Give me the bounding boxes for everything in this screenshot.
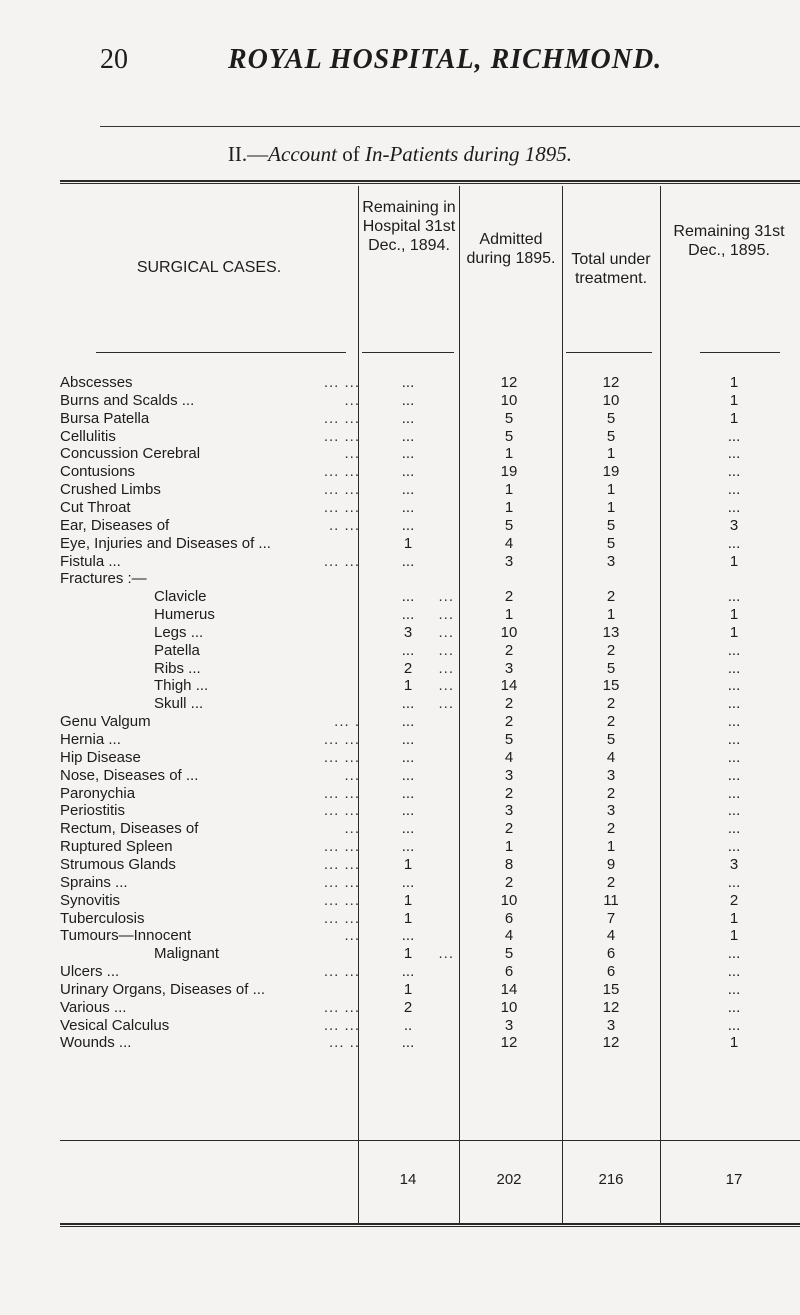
table-cell: ... [727,963,741,981]
leader-dots: ... [438,695,454,713]
table-cell: 1 [606,481,616,499]
table-cell: 3 [606,802,616,820]
table-cell: 1 [504,606,514,624]
row-label [60,856,360,873]
row-label [60,553,360,570]
table-cell: 3 [606,552,616,570]
table-cell: 10 [500,998,518,1016]
table-cell: 3 [504,766,514,784]
table-cell: 1 [504,838,514,856]
table-cell: ... [727,998,741,1016]
table-cell: 8 [504,855,514,873]
table-cell: 3 [504,1016,514,1034]
leader-dots: ... [344,820,360,838]
table-cell: ... [401,731,415,748]
table-cell: ... [401,1034,415,1052]
row-label-text: Cellulitis [60,427,116,445]
table-cell: ... [401,713,415,731]
row-label [60,820,360,837]
leader-dots: ... ... [323,1016,360,1034]
row-label [60,392,360,409]
table-cell: ... [727,445,741,463]
row-label-text: Genu Valgum [60,713,151,731]
table-cell: ... [727,588,741,606]
table-cell: 3 [729,855,739,873]
row-label-text: Malignant [154,945,220,963]
row-label [60,445,360,462]
table-cell: ... [401,748,415,766]
table-bottom-rule-2 [60,1226,800,1227]
row-label [60,963,360,980]
table-cell: ... [727,980,741,998]
table-cell: ... [727,873,741,891]
row-label [60,927,360,944]
leader-dots: ... ... [323,784,360,802]
table-cell: ... [401,588,415,606]
table-caption [0,142,800,167]
row-label-text: Patella [154,641,200,659]
row-label-text: Concussion Cerebral [60,445,201,463]
row-label-text: Humerus [154,606,215,624]
table-cell: 3 [403,623,413,641]
table-cell: 2 [504,713,514,731]
row-label-text: Cut Throat [60,498,131,516]
row-label [60,463,360,480]
table-cell: 1 [729,909,739,927]
table-cell: 5 [504,731,514,748]
table-cell: 5 [504,409,514,427]
leader-dots: ... ... [323,873,360,891]
row-label [60,981,360,998]
leader-dots: ... [438,606,454,624]
table-cell: ... [727,463,741,481]
table-cell: 5 [606,516,616,534]
leader-dots: ... [344,445,360,463]
row-label [60,802,360,819]
table-cell: 1 [403,534,413,552]
row-label [60,767,360,784]
leader-dots: ... [438,945,454,963]
table-cell: 1 [729,374,739,391]
row-label [60,999,360,1016]
leader-dots: ... [438,623,454,641]
table-cell: ... [401,409,415,427]
row-label [60,1017,360,1034]
table-cell: 3 [729,516,739,534]
column-header-remaining-1894: Remaining in Hospital 31st Dec., 1894. [362,199,456,254]
leader-dots: ... ... [323,909,360,927]
leader-dots: ... ... [323,998,360,1016]
table-cell: 6 [606,945,616,963]
row-label-text: Ear, Diseases of [60,516,170,534]
row-label-text: Strumous Glands [60,855,176,873]
table-cell: 19 [500,463,518,481]
table-cell: ... [401,391,415,409]
table-cell: 1 [403,891,413,909]
table-cell: ... [401,641,415,659]
row-label-text: Periostitis [60,802,126,820]
table-cell: 3 [504,552,514,570]
row-label [60,713,360,730]
table-cell: 3 [606,766,616,784]
table-cell: 3 [504,659,514,677]
header-underline-1 [96,352,346,353]
table-cell: 1 [606,445,616,463]
table-cell: ... [401,963,415,981]
row-label-text: Ruptured Spleen [60,838,173,856]
table-cell: ... [727,641,741,659]
table-cell: 5 [504,945,514,963]
table-cell: 4 [504,927,514,945]
row-label [60,517,360,534]
table-cell: ... [727,534,741,552]
table-cell: ... [727,731,741,748]
leader-dots: ... ... [323,374,360,391]
table-cell: 2 [606,873,616,891]
table-cell: 6 [504,909,514,927]
table-cell: 2 [504,695,514,713]
table-cell: 14 [500,677,518,695]
table-cell: 2 [729,891,739,909]
table-cell: ... [727,802,741,820]
column-header-remaining-1895: Remaining 31st Dec., 1895. [673,223,785,259]
row-label-text: Tuberculosis [60,909,145,927]
table-cell: 10 [602,391,620,409]
table-cell: 2 [606,820,616,838]
table-cell: ... [401,873,415,891]
table-cell: 1 [504,481,514,499]
table-cell: 1 [729,927,739,945]
table-cell: 3 [504,802,514,820]
table-cell: 2 [606,713,616,731]
row-label-text: Vesical Calculus [60,1016,170,1034]
row-label-text: Wounds ... [60,1034,132,1052]
row-label-text: Hip Disease [60,748,141,766]
table-cell: ... [401,606,415,624]
table-cell: 1 [729,623,739,641]
row-label [60,910,360,927]
row-label-text: Urinary Organs, Diseases of ... [60,980,266,998]
row-label [60,785,360,802]
column-header-admitted: Admitted during 1895. [466,231,556,267]
row-label [60,1034,360,1051]
table-cell: ... [401,927,415,945]
table-cell: 1 [729,409,739,427]
table-cell: 5 [606,659,616,677]
table-cell: ... [727,659,741,677]
row-label-text: Rectum, Diseases of [60,820,199,838]
totals-rule [60,1140,800,1141]
table-cell: 5 [606,731,616,748]
row-label-text: Eye, Injuries and Diseases of ... [60,534,271,552]
table-cell: 10 [500,623,518,641]
table-cell: 12 [602,998,620,1016]
table-top-rule-2 [60,183,800,184]
row-label-text: Abscesses [60,374,133,391]
row-label [60,874,360,891]
column-divider-4 [660,186,661,1223]
table-cell: 1 [403,677,413,695]
row-label-text: Clavicle [154,588,207,606]
table-cell: 7 [606,909,616,927]
row-label-text: Tumours—Innocent [60,927,192,945]
table-cell: ... [401,445,415,463]
leader-dots: ... [438,641,454,659]
table-cell: ... [727,498,741,516]
row-label [60,410,360,427]
caption-italic2: In-Patients during 1895. [364,142,573,166]
table-cell: ... [401,838,415,856]
table-cell: 12 [500,374,518,391]
table-cell: ... [401,463,415,481]
table-cell: 1 [729,606,739,624]
table-cell: 12 [602,1034,620,1052]
column-header-cases: SURGICAL CASES. [136,259,282,276]
table-cell: 2 [403,998,413,1016]
leader-dots: ... ... [323,731,360,748]
column-header-total: Total under treatment. [571,251,651,287]
table-cell: ... [727,1016,741,1034]
table-cell: 1 [729,391,739,409]
row-label [60,731,360,748]
table-cell: 3 [606,1016,616,1034]
leader-dots: ... [344,927,360,945]
leader-dots: ... ... [323,855,360,873]
table-cell: ... [727,766,741,784]
header-underline-2 [362,352,454,353]
row-label-text: Bursa Patella [60,409,150,427]
table-cell: 5 [606,427,616,445]
page-header [0,44,800,84]
table-cell: 11 [603,891,619,909]
row-label [60,838,360,855]
row-label [60,535,360,552]
table-cell: ... [727,838,741,856]
column-divider-2 [459,186,460,1223]
row-label [60,481,360,498]
table-cell: 1 [403,855,413,873]
table-cell: 1 [403,909,413,927]
table-cell: ... [727,427,741,445]
table-cell: 1 [729,1034,739,1052]
table-cell: 14 [500,980,518,998]
page-number: 20 [100,44,128,75]
row-label-text: Hernia ... [60,731,121,748]
table-cell: 2 [606,588,616,606]
row-label [60,570,360,587]
row-label-text: Crushed Limbs [60,481,161,499]
table-cell: 1 [403,980,413,998]
row-label-text: Thigh ... [154,677,209,695]
leader-dots: ... ... [323,427,360,445]
row-label-text: Fistula ... [60,552,121,570]
total-admitted: 202 [496,1171,522,1188]
total-remaining-1894: 14 [399,1171,417,1188]
row-label-text: Synovitis [60,891,121,909]
running-title: ROYAL HOSPITAL, RICHMOND. [228,44,663,75]
leader-dots: ... . [334,713,360,731]
row-label-text: Various ... [60,998,127,1016]
leader-dots: ... ... [323,552,360,570]
row-label [60,428,360,445]
table-cell: ... [401,374,415,391]
total-under-treatment: 216 [598,1171,624,1188]
leader-dots: ... .. [328,1034,360,1052]
table-cell: 4 [504,534,514,552]
table-cell: 19 [602,463,620,481]
table-cell: ... [401,820,415,838]
leader-dots: ... ... [323,838,360,856]
row-label [60,374,360,391]
table-cell: ... [401,695,415,713]
table-cell: 4 [504,748,514,766]
table-cell: 2 [403,659,413,677]
caption-italic: Account [268,142,337,166]
table-cell: 2 [504,588,514,606]
row-label-text: Ribs ... [154,659,201,677]
table-cell: 13 [602,623,620,641]
total-remaining-1895: 17 [725,1171,743,1188]
table-cell: 5 [504,427,514,445]
table-cell: 10 [500,891,518,909]
table-cell: ... [727,784,741,802]
row-label-text: Legs ... [154,623,204,641]
table-cell: ... [401,784,415,802]
table-cell: 4 [606,748,616,766]
header-rule [100,126,800,127]
table-cell: 2 [504,873,514,891]
table-cell: 10 [500,391,518,409]
table-cell: 15 [602,677,620,695]
table-cell: 12 [500,1034,518,1052]
table-cell: 12 [602,374,620,391]
leader-dots: .. ... [328,516,360,534]
row-label-text: Ulcers ... [60,963,120,981]
table-top-rule [60,180,800,182]
table-cell: ... [727,695,741,713]
row-label-text: Burns and Scalds ... [60,391,195,409]
table-cell: 2 [504,641,514,659]
leader-dots: ... ... [323,802,360,820]
leader-dots: ... ... [323,498,360,516]
row-label-text: Nose, Diseases of ... [60,766,199,784]
table-cell: 2 [504,784,514,802]
row-label-text: Paronychia [60,784,136,802]
leader-dots: ... ... [323,409,360,427]
table-cell: 6 [504,963,514,981]
row-label [60,892,360,909]
caption-prefix: II.— [227,142,269,166]
table-cell: ... [401,802,415,820]
table-cell: .. [403,1016,413,1034]
leader-dots: ... [344,766,360,784]
table-cell: 1 [606,838,616,856]
table-cell: ... [401,516,415,534]
table-cell: ... [727,481,741,499]
table-cell: ... [401,481,415,499]
table-cell: 1 [729,552,739,570]
row-label [60,499,360,516]
header-underline-3 [566,352,652,353]
leader-dots: ... [344,391,360,409]
table-cell: 4 [606,927,616,945]
table-cell: ... [727,677,741,695]
leader-dots: ... [438,659,454,677]
leader-dots: ... [438,588,454,606]
table-cell: ... [727,820,741,838]
table-cell: 1 [504,498,514,516]
table-cell: 9 [606,855,616,873]
table-cell: 6 [606,963,616,981]
row-label-text: Skull ... [154,695,204,713]
table-cell: 2 [606,641,616,659]
table-cell: 1 [403,945,413,963]
leader-dots: ... ... [323,481,360,499]
leader-dots: ... ... [323,748,360,766]
leader-dots: ... ... [323,963,360,981]
table-cell: ... [727,945,741,963]
table-cell: ... [401,498,415,516]
table-cell: 5 [504,516,514,534]
row-label-text: Contusions [60,463,136,481]
table-cell: ... [401,766,415,784]
table-cell: 2 [504,820,514,838]
table-cell: 2 [606,784,616,802]
table-cell: 1 [504,445,514,463]
table-cell: ... [727,748,741,766]
leader-dots: ... [438,677,454,695]
table-cell: 5 [606,409,616,427]
table-cell: 5 [606,534,616,552]
table-cell: 1 [606,498,616,516]
row-label-text: Fractures :— [60,570,147,588]
row-label [60,749,360,766]
table-cell: ... [401,427,415,445]
table-cell: 1 [606,606,616,624]
row-label-text: Sprains ... [60,873,128,891]
caption-rest: of [336,142,365,166]
header-underline-4 [700,352,780,353]
table-cell: 2 [606,695,616,713]
table-bottom-rule [60,1223,800,1225]
leader-dots: ... ... [323,891,360,909]
leader-dots: ... ... [323,463,360,481]
table-cell: 15 [602,980,620,998]
table-cell: ... [401,552,415,570]
table-cell: ... [727,713,741,731]
